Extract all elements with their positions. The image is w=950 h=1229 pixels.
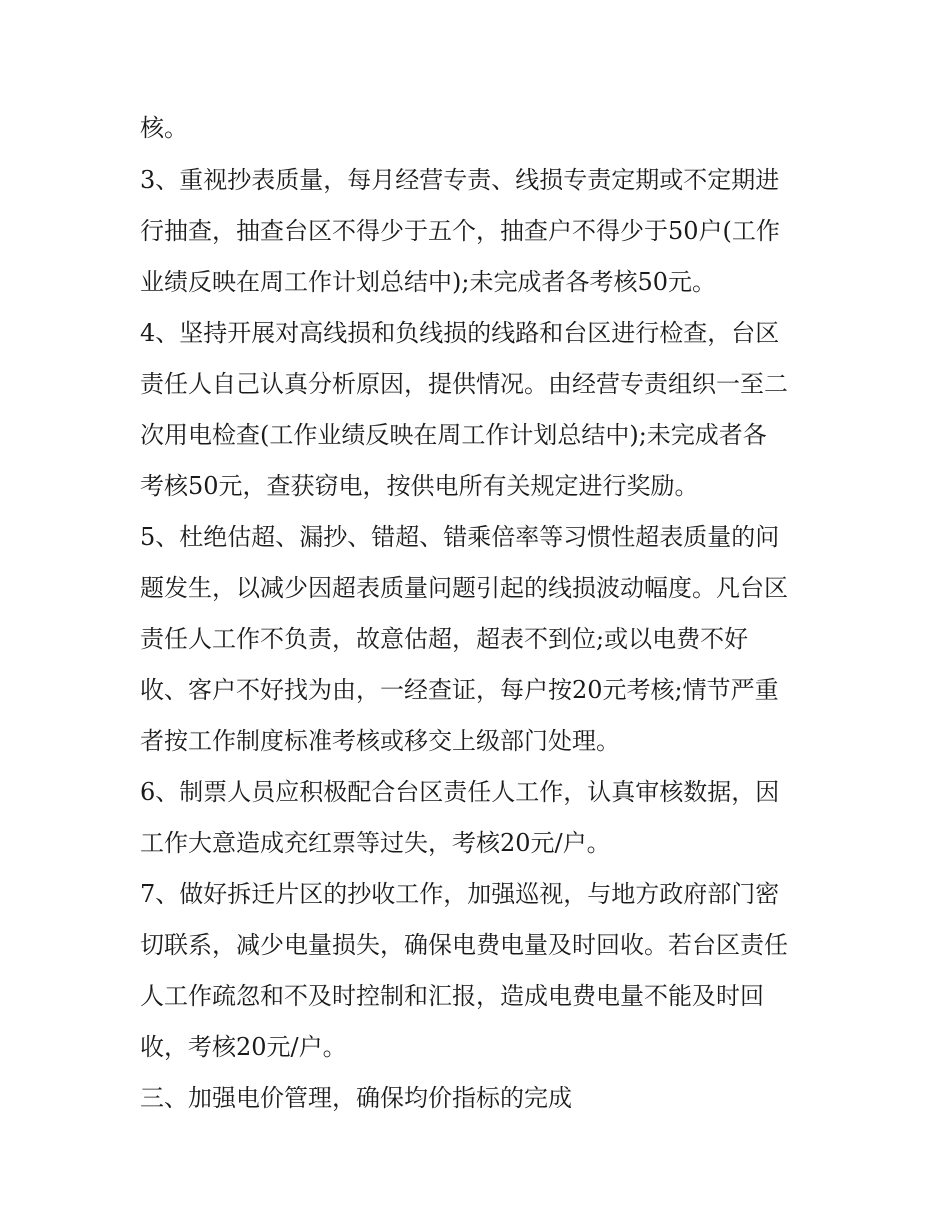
text-line: 考核50元，查获窃电，按供电所有关规定进行奖励。: [140, 472, 699, 500]
text-line: 4、坚持开展对高线损和负线损的线路和台区进行检查，台区: [140, 319, 780, 347]
text-line: 工作大意造成充红票等过失，考核20元/户。: [140, 829, 611, 857]
text-line: 切联系，减少电量损失，确保电费电量及时回收。若台区责任: [140, 931, 788, 959]
text-line: 3、重视抄表质量，每月经营专责、线损专责定期或不定期进: [140, 166, 780, 194]
text-line: 责任人自己认真分析原因，提供情况。由经营专责组织一至二: [140, 370, 788, 398]
text-line: 责任人工作不负责，故意估超，超表不到位;或以电费不好: [140, 625, 749, 653]
text-line: 题发生，以减少因超表质量问题引起的线损波动幅度。凡台区: [140, 574, 788, 602]
text-line: 次用电检查(工作业绩反映在周工作计划总结中);未完成者各: [140, 421, 767, 449]
text-line: 收、客户不好找为由，一经查证，每户按20元考核;情节严重: [140, 676, 779, 704]
text-line: 收，考核20元/户。: [140, 1033, 347, 1061]
section-heading: 三、加强电价管理，确保均价指标的完成: [140, 1084, 572, 1112]
text-line: 7、做好拆迁片区的抄收工作，加强巡视，与地方政府部门密: [140, 880, 780, 908]
text-line: 核。: [140, 114, 188, 142]
text-line: 业绩反映在周工作计划总结中);未完成者各考核50元。: [140, 268, 716, 296]
text-line: 6、制票人员应积极配合台区责任人工作，认真审核数据，因: [140, 778, 780, 806]
text-line: 者按工作制度标准考核或移交上级部门处理。: [140, 727, 620, 755]
text-line: 人工作疏忽和不及时控制和汇报，造成电费电量不能及时回: [140, 982, 764, 1010]
text-line: 行抽查，抽查台区不得少于五个，抽查户不得少于50户(工作: [140, 217, 780, 245]
text-line: 5、杜绝估超、漏抄、错超、错乘倍率等习惯性超表质量的问: [140, 523, 780, 551]
